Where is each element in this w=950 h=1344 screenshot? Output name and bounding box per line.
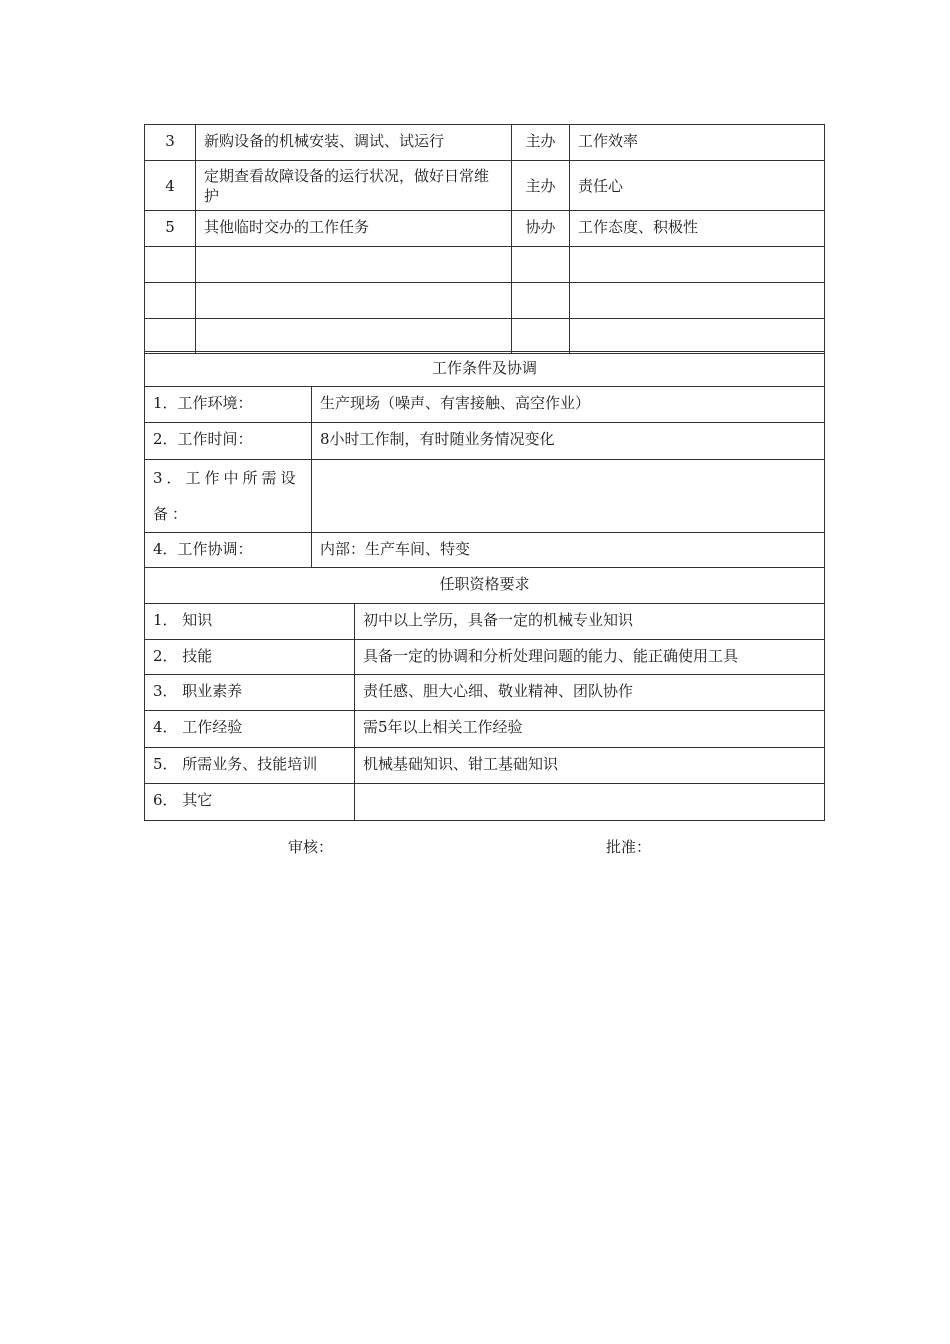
table-row (145, 784, 825, 821)
qualifications-heading: 任职资格要求 (145, 568, 825, 604)
empty-cell (196, 247, 512, 283)
duty-number: 4 (145, 161, 196, 211)
condition-value (312, 460, 825, 533)
empty-cell (145, 319, 196, 354)
table-row (145, 125, 825, 161)
duty-number: 3 (145, 125, 196, 161)
duties-table (144, 124, 824, 354)
duty-standard: 工作效率 (570, 125, 825, 161)
duty-number: 5 (145, 211, 196, 247)
table-row (145, 423, 825, 460)
condition-label: 2．工作时间： (145, 423, 312, 460)
table-row (145, 161, 825, 211)
table-row-empty (145, 319, 825, 354)
qualification-label: 3． 职业素养 (145, 675, 355, 711)
condition-label: 4．工作协调： (145, 533, 312, 568)
qualification-value: 具备一定的协调和分析处理问题的能力、能正确使用工具 (355, 640, 825, 675)
table-row (145, 533, 825, 568)
duty-standard: 责任心 (570, 161, 825, 211)
condition-label: 1．工作环境： (145, 387, 312, 423)
duty-task: 新购设备的机械安装、调试、试运行 (196, 125, 512, 161)
condition-value: 8小时工作制，有时随业务情况变化 (312, 423, 825, 460)
table-row (145, 675, 825, 711)
empty-cell (145, 283, 196, 319)
table-row-empty (145, 283, 825, 319)
table-row (145, 711, 825, 748)
duty-role: 协办 (512, 211, 570, 247)
qualification-value: 需5年以上相关工作经验 (355, 711, 825, 748)
qualification-value (355, 784, 825, 821)
qualifications-table (144, 568, 824, 821)
table-row (145, 460, 825, 533)
section-heading-row (145, 352, 825, 387)
duty-role: 主办 (512, 161, 570, 211)
qualification-value: 初中以上学历，具备一定的机械专业知识 (355, 604, 825, 640)
condition-value: 生产现场（噪声、有害接触、高空作业） (312, 387, 825, 423)
review-signature-label: 审核： (288, 838, 334, 856)
empty-cell (570, 319, 825, 354)
empty-cell (196, 283, 512, 319)
duty-task: 定期查看故障设备的运行状况，做好日常维护 (196, 161, 512, 211)
empty-cell (196, 319, 512, 354)
approve-signature-label: 批准： (606, 838, 652, 856)
duty-role: 主办 (512, 125, 570, 161)
conditions-heading: 工作条件及协调 (145, 352, 825, 387)
section-heading-row (145, 568, 825, 604)
table-row-empty (145, 247, 825, 283)
table-row (145, 640, 825, 675)
empty-cell (512, 283, 570, 319)
empty-cell (145, 247, 196, 283)
condition-value: 内部：生产车间、特变 (312, 533, 825, 568)
table-row (145, 748, 825, 784)
empty-cell (570, 247, 825, 283)
table-row (145, 387, 825, 423)
qualification-value: 机械基础知识、钳工基础知识 (355, 748, 825, 784)
empty-cell (512, 319, 570, 354)
qualification-label: 6． 其它 (145, 784, 355, 821)
duty-task: 其他临时交办的工作任务 (196, 211, 512, 247)
table-row (145, 211, 825, 247)
conditions-table (144, 352, 824, 568)
empty-cell (570, 283, 825, 319)
qualification-label: 5． 所需业务、技能培训 (145, 748, 355, 784)
qualification-label: 1． 知识 (145, 604, 355, 640)
condition-label: 3．工作中所需设备： (145, 460, 312, 533)
qualification-value: 责任感、胆大心细、敬业精神、团队协作 (355, 675, 825, 711)
qualification-label: 2． 技能 (145, 640, 355, 675)
duty-standard: 工作态度、积极性 (570, 211, 825, 247)
qualification-label: 4． 工作经验 (145, 711, 355, 748)
empty-cell (512, 247, 570, 283)
table-row (145, 604, 825, 640)
